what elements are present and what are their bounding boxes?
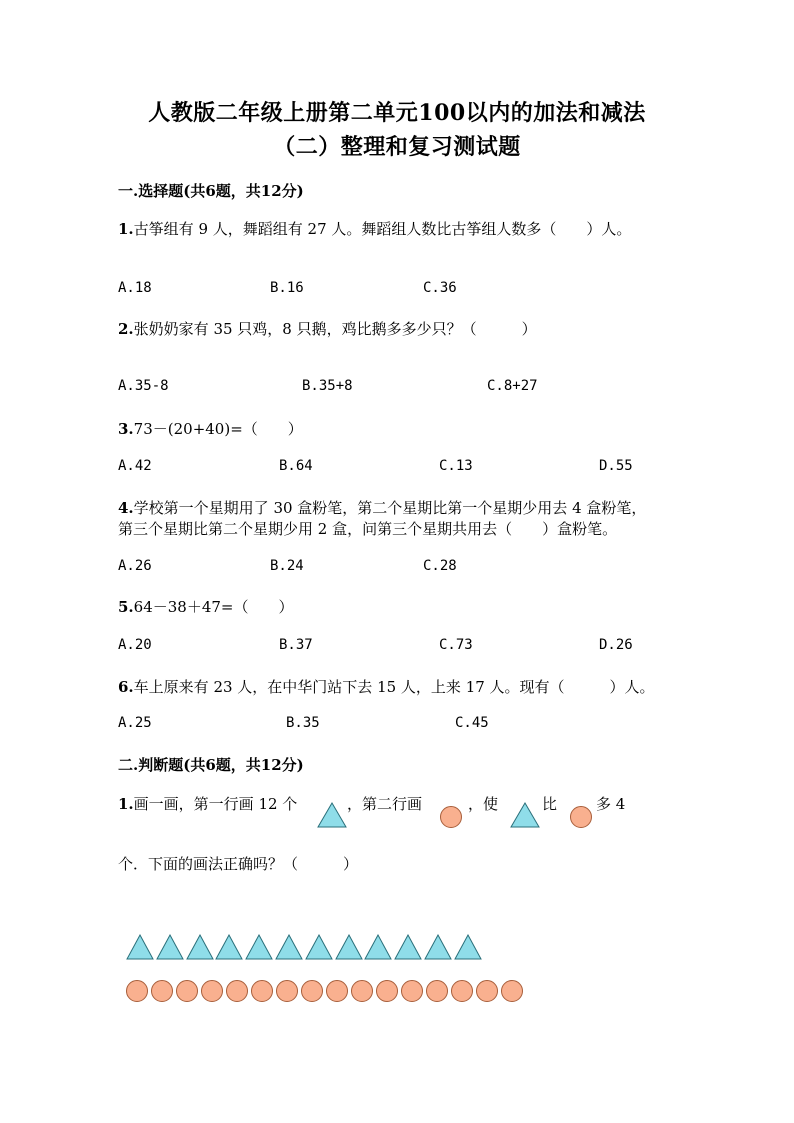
option: B.64	[279, 458, 313, 474]
judge-question-1	[118, 793, 297, 814]
circle-icon	[251, 980, 273, 1002]
option: A.18	[118, 280, 152, 296]
question-number: 5.	[118, 598, 134, 616]
option: A.42	[118, 458, 152, 474]
circle-icon	[426, 980, 448, 1002]
judge-text-4: 比	[542, 795, 558, 813]
triangle-icon	[126, 934, 154, 960]
circle-icon	[376, 980, 398, 1002]
judge-text-5: 多 4	[596, 795, 626, 813]
circle-icon	[176, 980, 198, 1002]
page-title: 人教版二年级上册第二单元100以内的加法和减法	[148, 100, 646, 126]
triangle-icon	[510, 802, 540, 828]
question-number: 6.	[118, 678, 134, 696]
question-number: 2.	[118, 320, 134, 338]
triangle-icon	[245, 934, 273, 960]
option: A.26	[118, 558, 152, 574]
option: C.28	[423, 558, 457, 574]
triangle-row	[126, 934, 486, 960]
question-4	[118, 497, 646, 518]
triangle-icon	[275, 934, 303, 960]
option: A.20	[118, 637, 152, 653]
judge-text-2: ，第二行画	[347, 795, 423, 813]
question-text: 73－(20+40)=（ ）	[133, 420, 303, 438]
circle-icon	[570, 806, 592, 828]
circle-icon	[201, 980, 223, 1002]
option: A.25	[118, 715, 152, 731]
triangle-icon	[305, 934, 333, 960]
option: B.35	[286, 715, 320, 731]
triangle-icon	[364, 934, 392, 960]
option: B.35+8	[302, 378, 353, 394]
question-text: 学校第一个星期用了 30 盒粉笔，第二个星期比第一个星期少用去 4 盒粉笔，	[133, 499, 647, 517]
question-number: 4.	[118, 499, 134, 517]
question-text: 64－38＋47=（ ）	[133, 598, 294, 616]
circle-row	[126, 980, 526, 1004]
circle-icon	[151, 980, 173, 1002]
question-number: 3.	[118, 420, 134, 438]
question-number: 1.	[118, 795, 134, 813]
question-text: 画一画，第一行画 12 个	[133, 795, 298, 813]
triangle-icon	[215, 934, 243, 960]
triangle-icon	[156, 934, 184, 960]
question-3	[118, 418, 303, 439]
question-5	[118, 596, 294, 617]
circle-icon	[440, 806, 462, 828]
circle-icon	[301, 980, 323, 1002]
question-6	[118, 676, 655, 697]
question-2	[118, 318, 537, 339]
circle-icon	[351, 980, 373, 1002]
option: D.55	[599, 458, 633, 474]
triangle-icon	[394, 934, 422, 960]
triangle-icon	[424, 934, 452, 960]
judge-question-1-line2: 个．下面的画法正确吗？（ ）	[118, 855, 359, 873]
option: D.26	[599, 637, 633, 653]
circle-icon	[451, 980, 473, 1002]
option: C.45	[455, 715, 489, 731]
triangle-icon	[186, 934, 214, 960]
question-text: 古筝组有 9 人，舞蹈组有 27 人。舞蹈组人数比古筝组人数多（ ）人。	[133, 220, 632, 238]
circle-icon	[126, 980, 148, 1002]
circle-icon	[276, 980, 298, 1002]
triangle-icon	[317, 802, 347, 828]
circle-icon	[501, 980, 523, 1002]
question-text: 张奶奶家有 35 只鸡，8 只鹅，鸡比鹅多多少只？（ ）	[133, 320, 537, 338]
question-4-line2: 第三个星期比第二个星期少用 2 盒，问第三个星期共用去（ ）盒粉笔。	[118, 520, 618, 538]
option: C.8+27	[487, 378, 538, 394]
option: A.35-8	[118, 378, 169, 394]
triangle-icon	[335, 934, 363, 960]
option: C.13	[439, 458, 473, 474]
option: B.37	[279, 637, 313, 653]
triangle-icon	[454, 934, 482, 960]
circle-icon	[476, 980, 498, 1002]
option: C.73	[439, 637, 473, 653]
section-heading-judge: 二.判断题(共6题，共12分)	[118, 756, 304, 774]
option: C.36	[423, 280, 457, 296]
judge-text-3: ，使	[468, 795, 499, 813]
option: B.16	[270, 280, 304, 296]
page-subtitle: （二）整理和复习测试题	[273, 134, 521, 160]
question-text: 车上原来有 23 人，在中华门站下去 15 人，上来 17 人。现有（ ）人。	[133, 678, 655, 696]
circle-icon	[226, 980, 248, 1002]
circle-icon	[326, 980, 348, 1002]
question-number: 1.	[118, 220, 134, 238]
section-heading-choice: 一.选择题(共6题，共12分)	[118, 182, 304, 200]
question-1	[118, 218, 631, 239]
circle-icon	[401, 980, 423, 1002]
option: B.24	[270, 558, 304, 574]
